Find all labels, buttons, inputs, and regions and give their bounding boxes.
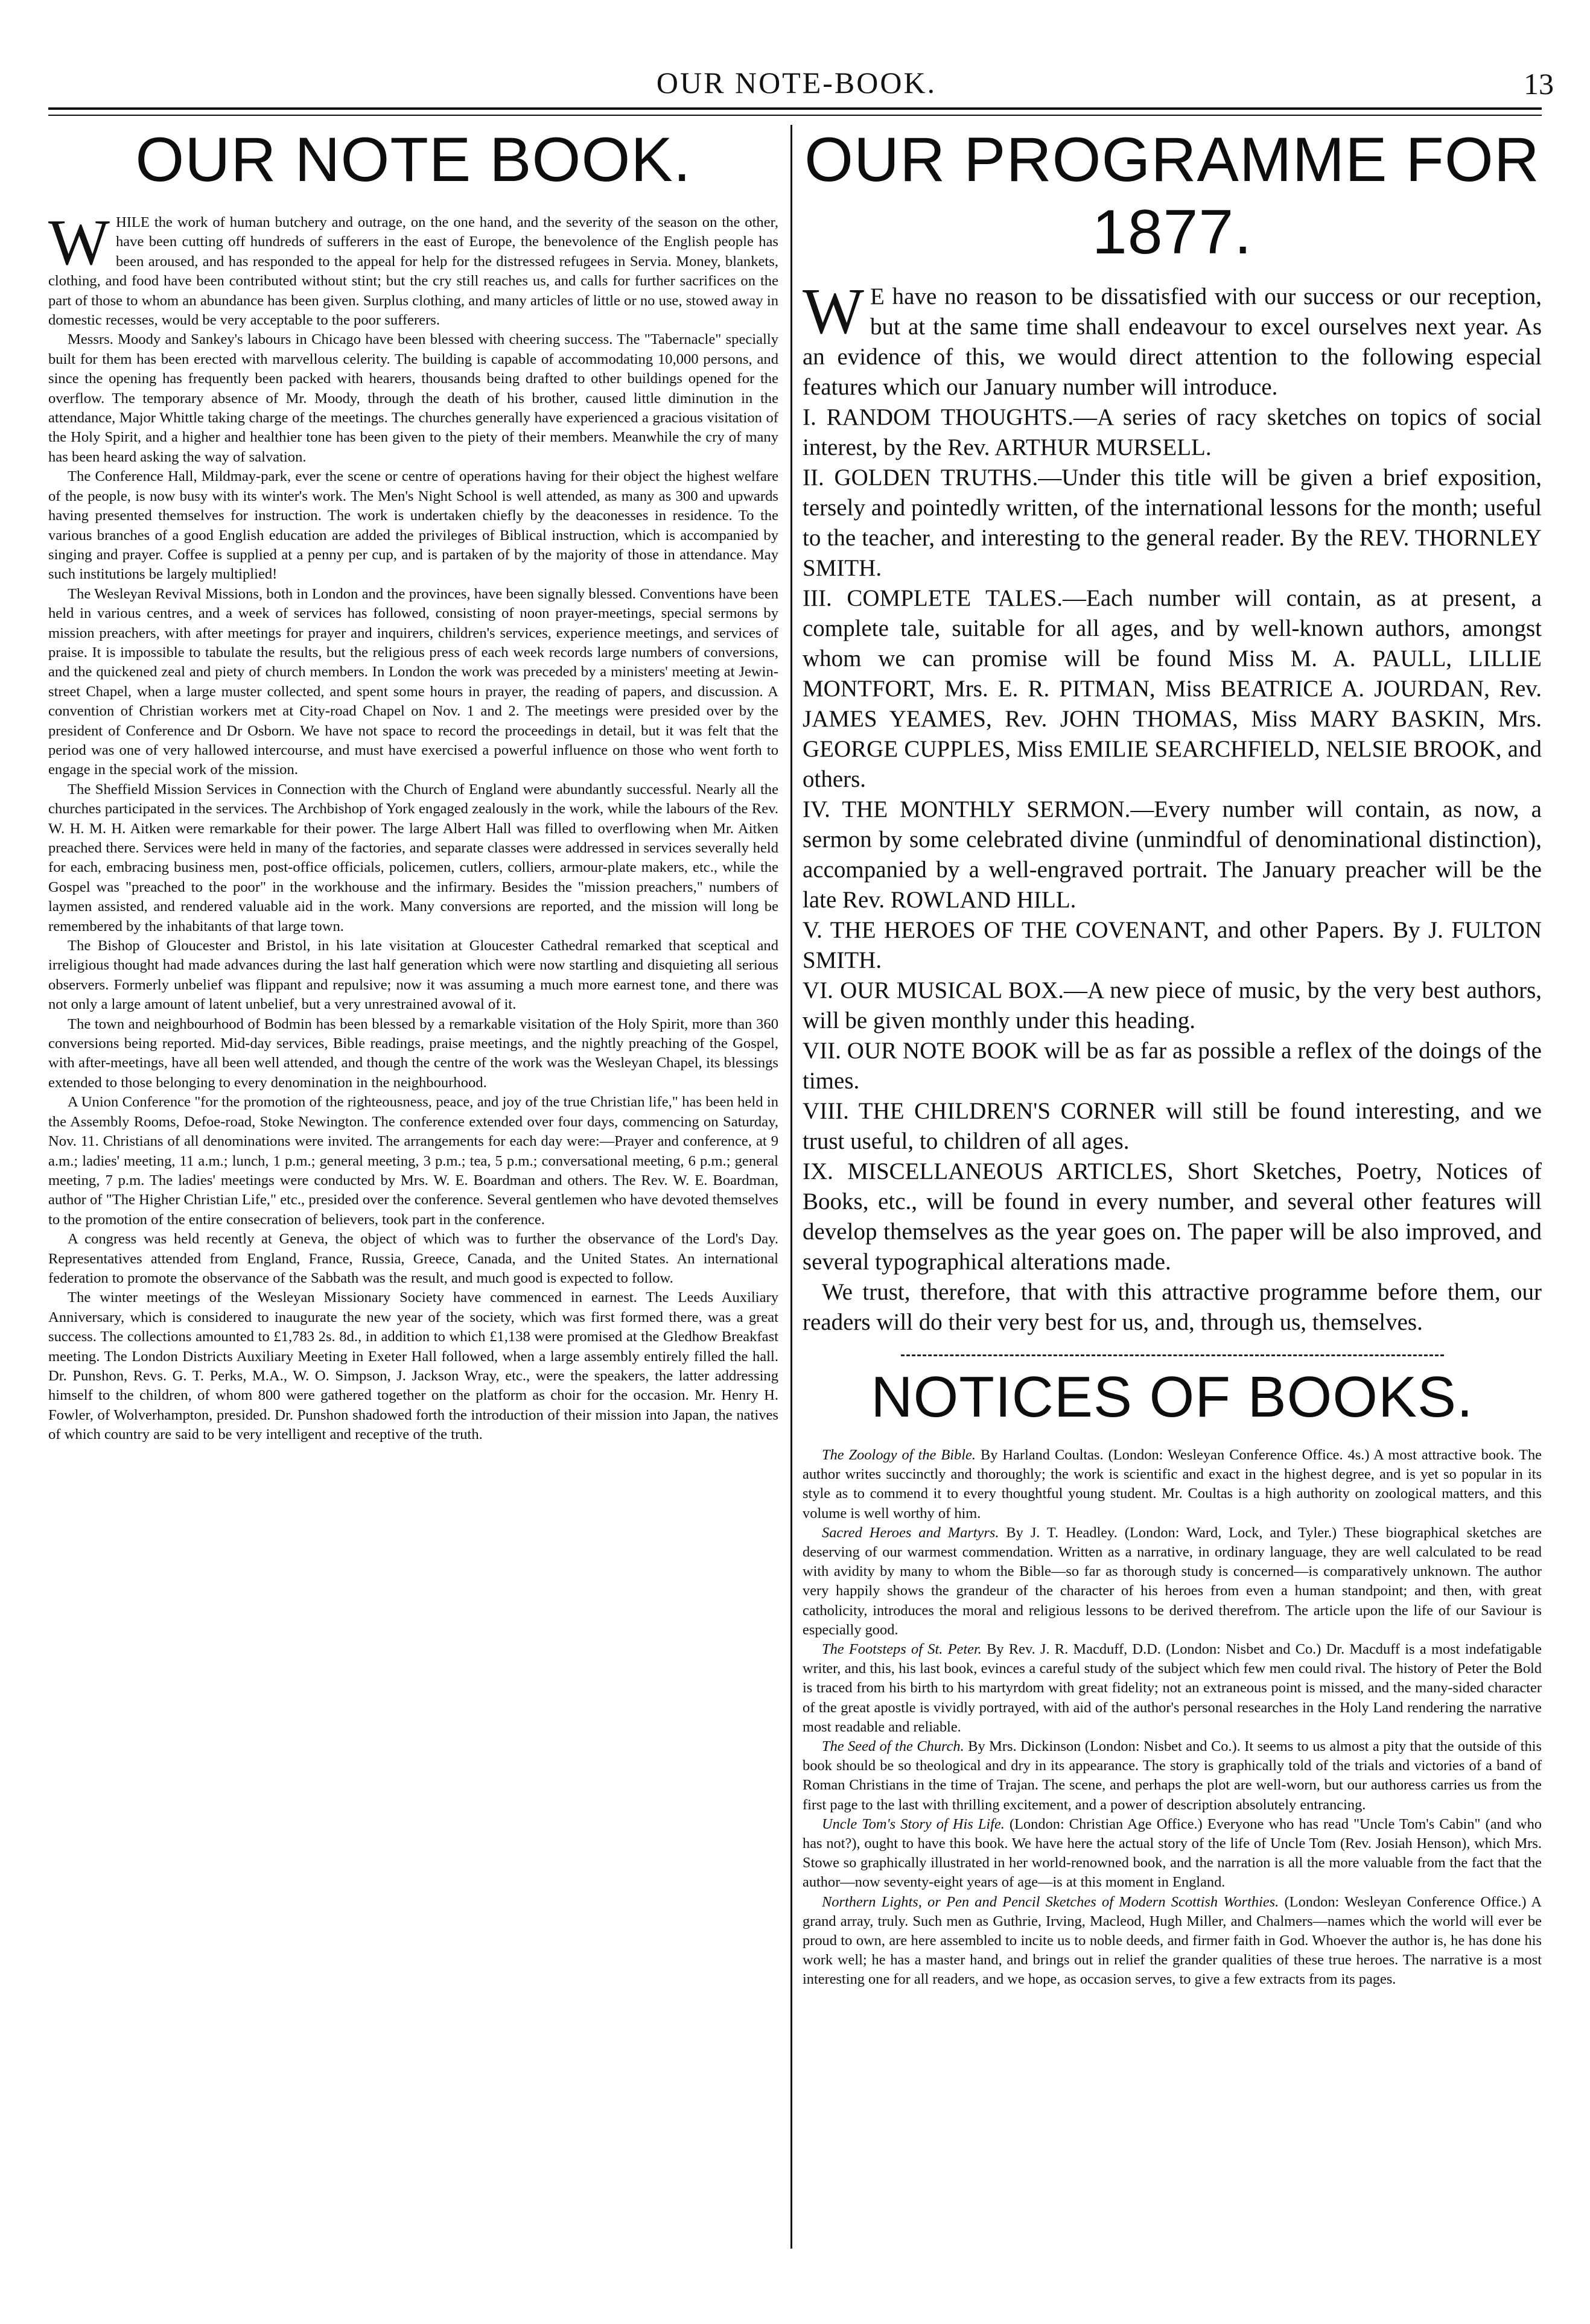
programme-item: VI. OUR MUSICAL BOX.—A new piece of music, by the very best authors, will be given monthly under this heading. — [803, 977, 1542, 1033]
note-paragraph: The Sheffield Mission Services in Connection with the Church of England were abundantly successful. Nearly all the churches participated in the services. The Archbishop of York engaged zealously in the work, while the labours of the Rev. W. H. M. H. Aitken were remarkable for their power. The large Albert Hall was filled to overflowing when Mr. Aitken preached there. Services were held in many of the factories, and separate classes were addressed in services severally held for each, embracing business men, post-office officials, policemen, cutlers, colliers, armour-plate makers, etc., while the Gospel was "preached to the poor" in the workhouse and the infirmary. Besides the "mission preachers," numbers of laymen assisted, and rendered valuable aid in the work. Many conversions are reported, and the mission will long be remembered by the inhabitants of that large town. — [48, 781, 778, 935]
column-divider — [790, 125, 792, 2249]
note-paragraph: The Wesleyan Revival Missions, both in London and the provinces, have been signally blessed. Conventions have been held in various centres, and a week of services has followed, consisting of noon prayer-meetings, special sermons by mission preachers, with after meetings for prayer and inquirers, children's services, experience meetings, and services of praise. It is impossible to tabulate the results, but the religious press of each week records large numbers of conversions, and the quickened zeal and piety of church members. In London the work was preceded by a ministers' meeting at Jewin-street Chapel, when a large muster collected, and spent some hours in prayer, the reading of papers, and discussion. A convention of Christian workers met at City-road Chapel on Nov. 1 and 2. The meetings were presided over by the president of Conference and Dr Osborn. We have not space to record the proceedings in detail, but it was felt that the period was one of very hallowed intercourse, and must have exercised a powerful influence on those who went forth to engage in the special work of the mission. — [48, 585, 778, 778]
programme-item: IV. THE MONTHLY SERMON.—Every number will contain, as now, a sermon by some celebrated divine (unmindful of denominational distinction), accompanied by a well-engraved portrait. The January preacher will be the late Rev. ROWLAND HILL. — [803, 796, 1542, 913]
programme-closing: We trust, therefore, that with this attractive programme before them, our readers will do their very best for us, and, through us, themselves. — [803, 1279, 1542, 1335]
note-paragraph: The Bishop of Gloucester and Bristol, in his late visitation at Gloucester Cathedral remarked that sceptical and irreligious thought had made advances during the last half generation which were now startling and disquieting all serious observers. Formerly unbelief was flippant and repulsive; now it was assuming a much more earnest tone, and there was not only a large amount of latent unbelief, but a very unrestrained avowal of it. — [48, 938, 778, 1013]
drop-cap: W — [48, 207, 110, 279]
book-notice — [803, 1523, 1542, 1640]
book-title: Sacred Heroes and Martyrs. — [822, 1524, 999, 1541]
programme-body — [803, 276, 1542, 1338]
page-number: 13 — [1524, 67, 1554, 101]
programme-item: II. GOLDEN TRUTHS.—Under this title will be given a brief exposition, tersely and pointedly written, of the international lessons for the month; useful to the teacher, and interesting to the general reader. By the REV. THORNLEY SMITH. — [803, 465, 1542, 581]
book-review: By Mrs. Dickinson (London: Nisbet and Co.). It seems to us almost a pity that the outside of this book should be so theological and dry in its appearance. The story is graphically told of the trials and victories of a band of Roman Christians in the time of Trajan. The scene, and perhaps the plot are well-worn, but our authoress carries us from the first page to the last with thrilling excitement, and a power of description absolutely entrancing. — [803, 1738, 1542, 1813]
header-rule-top — [48, 107, 1542, 110]
book-notice — [803, 1446, 1542, 1523]
note-paragraph: WHILE the work of human butchery and outrage, on the one hand, and the severity of the season on the other, have been cutting off hundreds of sufferers in the east of Europe, the benevolence of the English people has been aroused, and has responded to the appeal for help for the distressed refugees in Servia. Money, blankets, clothing, and food have been contributed without stint; but the cry still reaches us, and calls for further sacrifices on the part of those to whom an abundance has been given. Surplus clothing, and many articles of little or no use, stowed away in domestic recesses, would be very acceptable to the poor sufferers. — [48, 207, 778, 329]
note-paragraph: Messrs. Moody and Sankey's labours in Chicago have been blessed with cheering success. The "Tabernacle" specially built for them has been erected with marvellous celerity. The building is capable of accommodating 10,000 persons, and since the opening has frequently been packed with hearers, thousands being drafted to other buildings opened for the overflow. The temporary absence of Mr. Moody, through the death of his brother, caused little diminution in the attendance, Major Whittle taking charge of the meetings. The churches generally have experienced a gracious visitation of the Holy Spirit, and a higher and healthier tone has been given to the piety of their members. Meanwhile the cry of many has been heard asking the way of salvation. — [48, 331, 778, 465]
programme-intro: W E have no reason to be dissatisfied with our success or our reception, but at the same time shall endeavour to excel ourselves next year. As an evidence of this, we would direct attention to the following especial features which our January number will introduce. — [803, 276, 1542, 400]
book-notice — [803, 1640, 1542, 1737]
book-review: By Rev. J. R. Macduff, D.D. (London: Nisbet and Co.) Dr. Macduff is a most indefatigable writer, and this, his last book, evinces a careful study of the subject which few men could rival. The history of Peter the Bold is traced from his birth to his martyrdom with great fidelity; not an extraneous point is missed, and the many-sided character of the great apostle is vividly portrayed, with aid of the author's personal researches in the Holy Land rendering the narrative most readable and reliable. — [803, 1641, 1542, 1735]
notices-title: NOTICES OF BOOKS. — [871, 1365, 1474, 1429]
programme-item: III. COMPLETE TALES.—Each number will contain, as at present, a complete tale, suitable for all ages, and by well-known authors, amongst whom we can promise will be found Miss M. A. PAULL, LILLIE MONTFORT, Mrs. E. R. PITMAN, Miss BEATRICE A. JOURDAN, Rev. JAMES YEAMES, Rev. JOHN THOMAS, Miss MARY BASKIN, Mrs. GEORGE CUPPLES, Miss EMILIE SEARCHFIELD, NELSIE BROOK, and others. — [803, 585, 1542, 792]
book-title: The Zoology of the Bible. — [822, 1447, 976, 1463]
note-book-title: OUR NOTE BOOK. — [135, 125, 692, 195]
note-paragraph: The Conference Hall, Mildmay-park, ever the scene or centre of operations having for their object the highest welfare of the people, is now busy with its winter's work. The Men's Night School is well attended, as many as 300 and upwards having presented themselves for instruction. The work is undertaken chiefly by the deaconesses in residence. To the various branches of a good English education are added the privileges of Biblical instruction, which is accompanied by singing and prayer. Coffee is supplied at a penny per cup, and is partaken of by the majority of those in attendance. May such institutions be largely multiplied! — [48, 468, 778, 583]
book-notice — [803, 1893, 1542, 1990]
running-title: OUR NOTE-BOOK. — [656, 66, 937, 100]
note-paragraph: The winter meetings of the Wesleyan Missionary Society have commenced in earnest. The Leeds Auxiliary Anniversary, which is considered to inaugurate the new year of the society, which was first formed there, was a great success. The collections amounted to £1,783 2s. 8d., in addition to which £1,138 were promised at the Gledhow Breakfast meeting. The London Districts Auxiliary Meeting in Exeter Hall followed, when a large assembly entirely filled the hall. Dr. Punshon, Revs. G. T. Perks, M.A., W. O. Simpson, J. Jackson Wray, etc., were the speakers, the latter addressing himself to the children, of whom 800 were gathered together on the platform as choir for the occasion. Mr. Henry H. Fowler, of Wolverhampton, presided. Dr. Punshon shadowed forth the introduction of their mission into Japan, the natives of which country are said to be very intelligent and receptive of the truth. — [48, 1289, 778, 1443]
book-notice — [803, 1815, 1542, 1893]
programme-item: V. THE HEROES OF THE COVENANT, and other Papers. By J. FULTON SMITH. — [803, 917, 1542, 973]
header-rule-bottom — [48, 115, 1542, 116]
book-review: (London: Wesleyan Conference Office.) A grand array, truly. Such men as Guthrie, Irving, Macleod, Hugh Miller, and Chalmers—names which the world will ever be proud to own, are here assembled to incite us to noble deeds, and firmer faith in God. Whoever the author is, he has done his work well; he has a master hand, and brings out in relief the grander qualities of these true heroes. The narrative is a most interesting one for all readers, and we hope, as occasion serves, to give a few extracts from its pages. — [803, 1893, 1542, 1988]
book-review: (London: Christian Age Office.) Everyone who has read "Uncle Tom's Cabin" (and who has not?), ought to have this book. We have here the actual story of the life of Uncle Tom (Rev. Josiah Henson), which Mrs. Stowe so graphically illustrated in her world-renowned book, and the narration is all the more valuable from the fact that the author—now seventy-eight years of age—is at this moment in England. — [803, 1815, 1542, 1891]
book-review: By J. T. Headley. (London: Ward, Lock, and Tyler.) These biographical sketches are deserving of our warmest commendation. Written as a narrative, in ordinary language, they are well calculated to be read with avidity by many to whom the Bible—so far as thorough study is concerned—is comparatively unknown. The author very happily shows the grandeur of the character of his heroes from even a human standpoint; and then, with great catholicity, introduces the moral and religious lessons to be derived therefrom. The article upon the life of our Saviour is especially good. — [803, 1524, 1542, 1638]
note-paragraph: The town and neighbourhood of Bodmin has been blessed by a remarkable visitation of the Holy Spirit, more than 360 conversions being reported. Mid-day services, Bible readings, praise meetings, and the nightly preaching of the Gospel, with after-meetings, have all been well attended, and though the centre of the work was the Wesleyan Chapel, its blessings extended to those belonging to every denomination in the neighbourhood. — [48, 1015, 778, 1091]
right-column — [803, 124, 1542, 1990]
book-title: Northern Lights, or Pen and Pencil Sketches of Modern Scottish Worthies. — [822, 1893, 1279, 1910]
book-review: By Harland Coultas. (London: Wesleyan Conference Office. 4s.) A most attractive book. The author writes succinctly and thoroughly; the work is scientific and exact in the highest degree, and is yet so popular in its style as to commend it to every thoughtful young student. Mr. Coultas is a high authority on zoological matters, and this volume is well worthy of him. — [803, 1447, 1542, 1522]
programme-item: IX. MISCELLANEOUS ARTICLES, Short Sketches, Poetry, Notices of Books, etc., will be found in every number, and several other features will develop themselves as the year goes on. The paper will be also improved, and several typographical alterations made. — [803, 1158, 1542, 1275]
note-paragraph: A congress was held recently at Geneva, the object of which was to further the observance of the Lord's Day. Representatives attended from England, France, Russia, Greece, Canada, and the United States. An international federation to promote the observance of the Sabbath was the result, and much good is expected to follow. — [48, 1231, 778, 1286]
book-title: The Seed of the Church. — [822, 1738, 964, 1755]
programme-item: VII. OUR NOTE BOOK will be as far as possible a reflex of the doings of the times. — [803, 1038, 1542, 1094]
programme-title: OUR PROGRAMME FOR 1877. — [804, 125, 1540, 267]
book-notice — [803, 1737, 1542, 1815]
book-title: The Footsteps of St. Peter. — [822, 1641, 982, 1658]
note-paragraph: A Union Conference "for the promotion of the righteousness, peace, and joy of the true Christian life," has been held in the Assembly Rooms, Defoe-road, Stoke Newington. The conference extended over four days, commencing on Saturday, Nov. 11. Christians of all denominations were invited. The arrangements for each day were:—Prayer and conference, at 9 a.m.; ladies' meeting, 11 a.m.; lunch, 1 p.m.; general meeting, 3 p.m.; tea, 5 p.m.; conversational meeting, 6 p.m.; general meeting, 7 p.m. The ladies' meetings were conducted by Mrs. W. E. Boardman and others. The Rev. W. E. Boardman, author of "The Higher Christian Life," etc., presided over the conference. Several gentlemen who have devoted themselves to the promotion of the entire consecration of believers, took part in the conference. — [48, 1094, 778, 1228]
note-book-body — [48, 207, 778, 1445]
note-book-column — [48, 124, 778, 1445]
drop-cap: W — [803, 276, 864, 348]
notices-body — [803, 1446, 1542, 1990]
section-separator — [901, 1354, 1444, 1356]
programme-item: VIII. THE CHILDREN'S CORNER will still be found interesting, and we trust useful, to children of all ages. — [803, 1098, 1542, 1154]
book-title: Uncle Tom's Story of His Life. — [822, 1815, 1005, 1832]
programme-item: I. RANDOM THOUGHTS.—A series of racy sketches on topics of social interest, by the Rev. ARTHUR MURSELL. — [803, 404, 1542, 460]
